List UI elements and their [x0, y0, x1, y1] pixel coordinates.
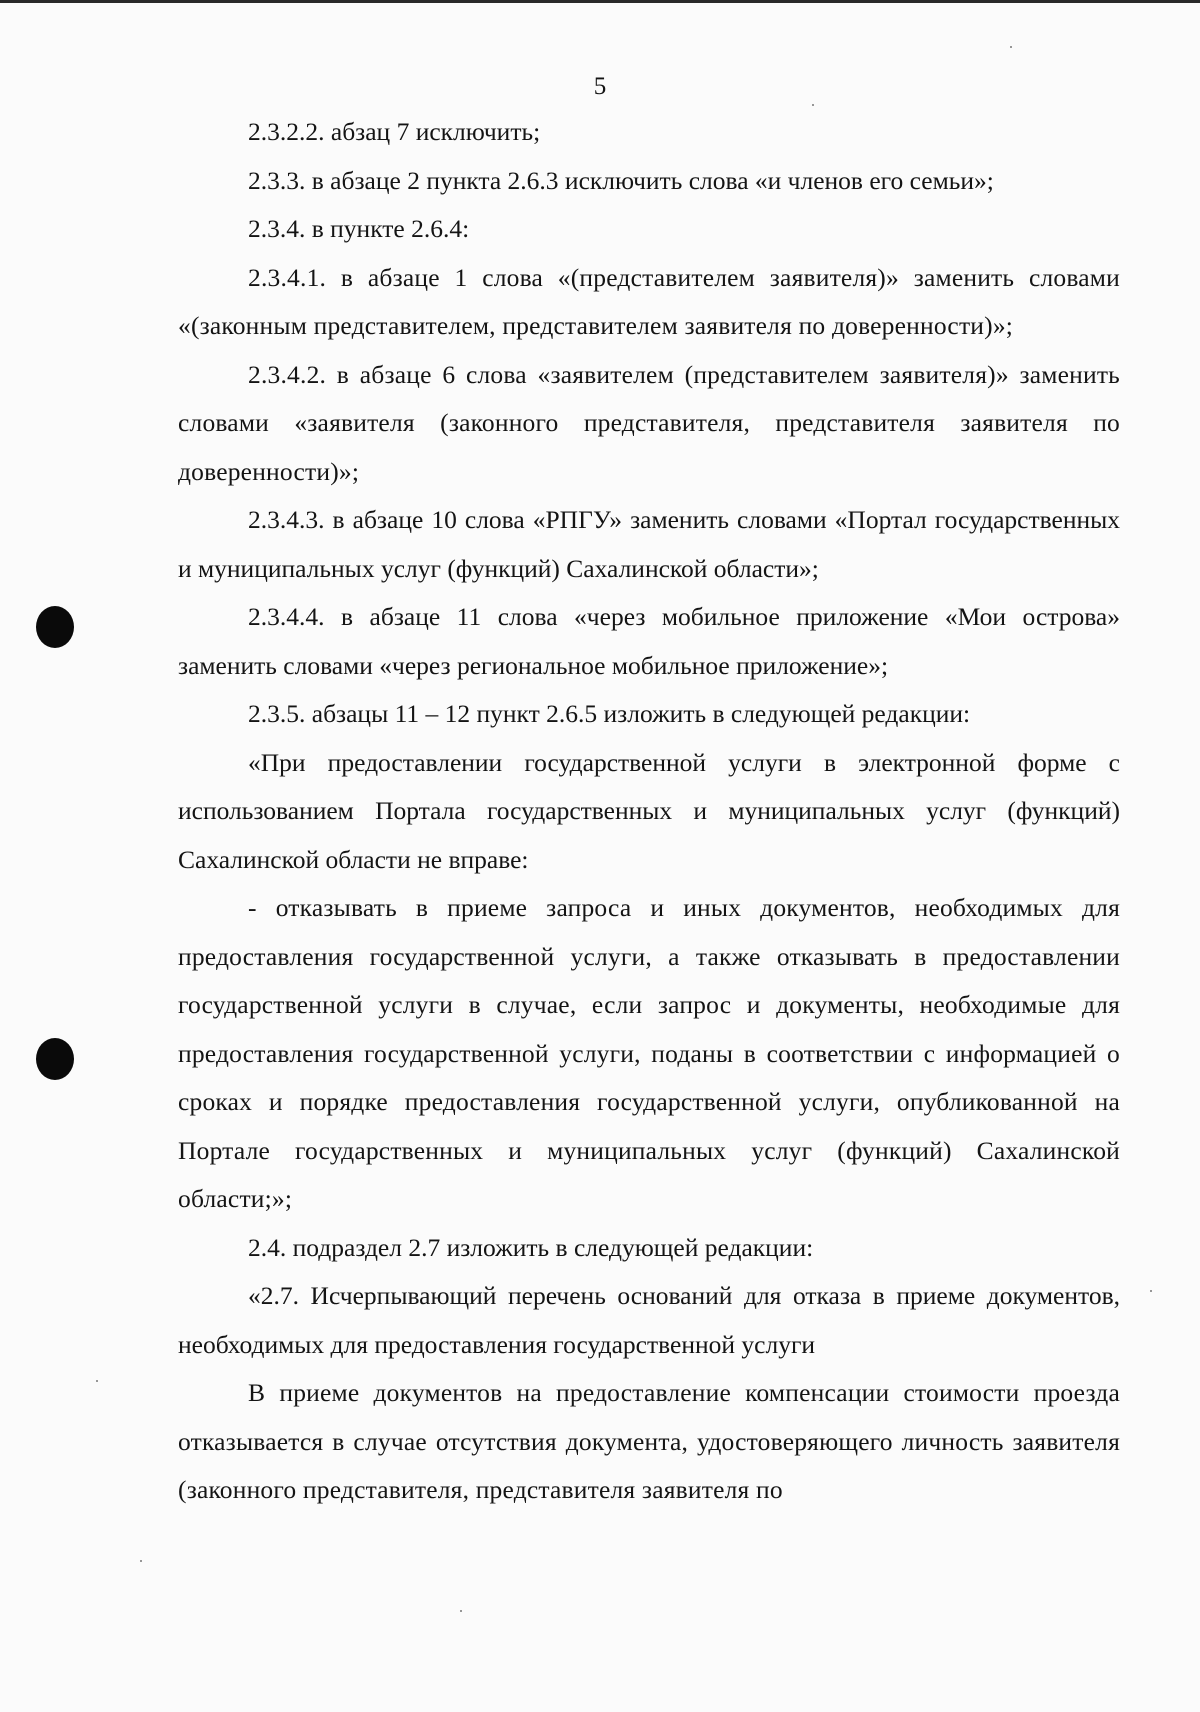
paragraph-2-4: 2.4. подраздел 2.7 изложить в следующей редакции:	[248, 1232, 814, 1262]
scan-speck	[1150, 1290, 1152, 1292]
scan-speck	[140, 1560, 142, 1562]
paragraph-2-3-2-2: 2.3.2.2. абзац 7 исключить;	[248, 117, 541, 146]
scan-speck	[96, 1380, 98, 1382]
punch-hole	[36, 606, 74, 648]
paragraph-2-3-4-3: 2.3.4.3. в абзаце 10 слова «РПГУ» заменить словами «Портал государственных и муниципальных услуг (функций) Сахалинской области»;	[178, 505, 1120, 583]
paragraph-quote-portal: «При предоставлении государственной услуги в электронной форме с использованием Портала государственных и муниципальных услуг (функций) Сахалинской области не вправе:	[178, 747, 1120, 874]
paragraph-2-3-5: 2.3.5. абзацы 11 – 12 пункт 2.6.5 изложить в следующей редакции:	[248, 699, 971, 728]
paragraph-refusal-item: - отказывать в приеме запроса и иных документов, необходимых для предоставления государственной услуги, а также отказывать в предоставлении государственной услуги в случае, если запрос и документы, необходимые для предоставления государственной услуги, поданы в соответствии с информацией о сроках и порядке предоставления государственной услуги, опубликованной на Портале государственных и муниципальных услуг (функций) Сахалинской области;»;	[178, 893, 1120, 1213]
paragraph-2-7-body: В приеме документов на предоставление компенсации стоимости проезда отказывается в случае отсутствия документа, удостоверяющего личность заявителя (законного представителя, представителя заявителя по	[178, 1378, 1120, 1504]
paragraph-2-3-4-2: 2.3.4.2. в абзаце 6 слова «заявителем (представителем заявителя)» заменить словами «заявителя (законного представителя, представителя заявителя по доверенности)»;	[178, 359, 1120, 486]
scan-speck	[1010, 46, 1012, 48]
scan-speck	[460, 1610, 462, 1612]
document-body	[178, 108, 1120, 1515]
paragraph-2-3-4: 2.3.4. в пункте 2.6.4:	[248, 214, 470, 243]
paragraph-2-3-3: 2.3.3. в абзаце 2 пункта 2.6.3 исключить слова «и членов его семьи»;	[248, 165, 994, 195]
page-number: 5	[593, 73, 607, 100]
paragraph-2-3-4-1: 2.3.4.1. в абзаце 1 слова «(представителем заявителя)» заменить словами «(законным представителем, представителем заявителя по доверенности)»;	[178, 262, 1120, 340]
page-top-edge	[0, 0, 1200, 3]
paragraph-2-7-heading: «2.7. Исчерпывающий перечень оснований для отказа в приеме документов, необходимых для предоставления государственной услуги	[178, 1281, 1120, 1359]
punch-hole	[36, 1038, 74, 1080]
scan-speck	[812, 104, 814, 106]
paragraph-2-3-4-4: 2.3.4.4. в абзаце 11 слова «через мобильное приложение «Мои острова» заменить словами «через региональное мобильное приложение»;	[178, 602, 1120, 680]
